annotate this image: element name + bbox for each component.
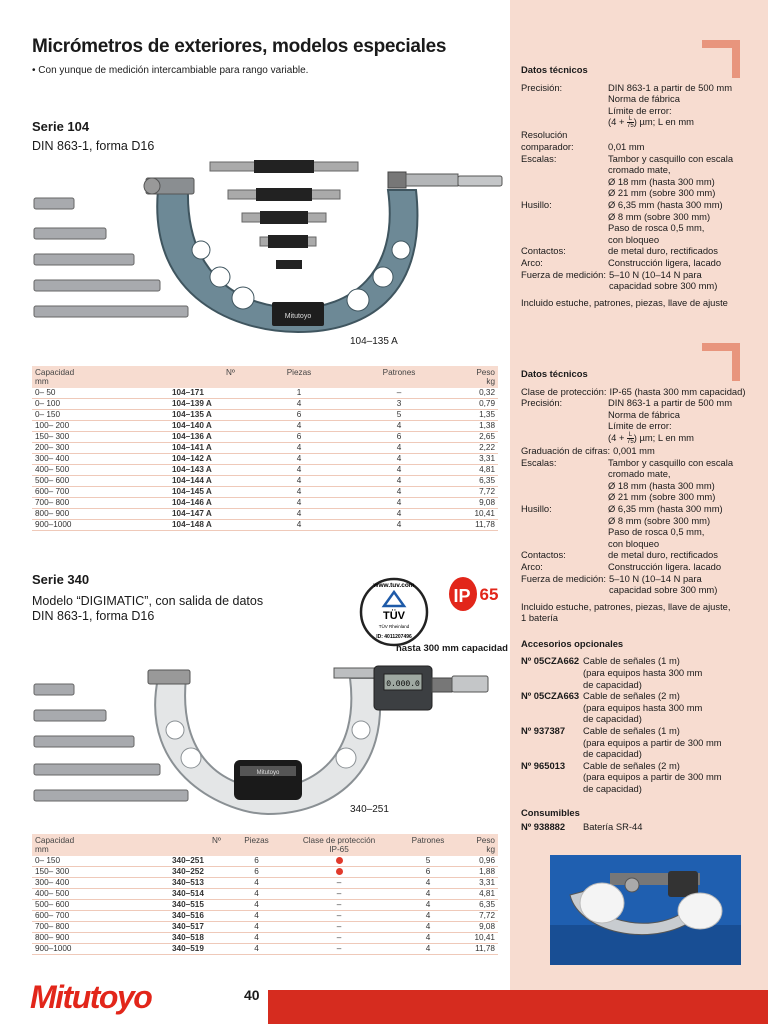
tech-included: Incluido estuche, patrones, piezas, llave de ajuste, 1 batería: [521, 600, 731, 624]
capacity-cell: 100– 200: [32, 421, 104, 432]
weight-cell: 0,96: [467, 856, 498, 867]
tech-key: Escalas:: [521, 152, 557, 164]
tech-key: Fuerza de medición:: [521, 572, 606, 584]
weight-cell: 7,72: [454, 487, 498, 498]
pieces-cell: 4: [254, 421, 344, 432]
tech-heading: Datos técnicos: [521, 368, 588, 379]
capacity-cell: 150– 300: [32, 867, 104, 878]
tech-key: Precisión:: [521, 397, 563, 409]
standards-cell: 4: [344, 509, 454, 520]
tuv-certification-badge: [358, 572, 430, 654]
table-row: [32, 498, 498, 509]
table-row: [32, 421, 498, 432]
tech-data-340: [521, 368, 761, 833]
consumable-row: [521, 821, 761, 833]
pieces-cell: 6: [224, 856, 289, 867]
capacity-cell: 0– 100: [32, 399, 104, 410]
standards-cell: 4: [389, 922, 467, 933]
standards-cell: 4: [389, 889, 467, 900]
tech-heading: Datos técnicos: [521, 64, 588, 75]
tech-value: DIN 863-1 a partir de 500 mm Norma de fábrica Límite de error: (4 + $\frac{L}{75}$ ) µm; L en mm: [608, 397, 733, 445]
weight-cell: 3,31: [467, 878, 498, 889]
tech-row: [521, 445, 761, 457]
tech-row: [521, 82, 761, 130]
serie-340-desc: [32, 594, 263, 624]
number-cell: 340–517: [104, 922, 224, 933]
pieces-cell: 4: [224, 878, 289, 889]
col-weight: Peso kg: [467, 834, 498, 856]
accessory-code: Nº 937387: [521, 725, 566, 737]
weight-cell: 3,31: [454, 454, 498, 465]
table-row: [32, 432, 498, 443]
ip65-dot-icon: [336, 868, 343, 875]
tech-row: [521, 457, 761, 503]
page-number: 40: [244, 987, 260, 1003]
table-row: [32, 465, 498, 476]
pieces-cell: 4: [254, 509, 344, 520]
tech-row: [521, 153, 761, 199]
accessory-code: Nº 05CZA663: [521, 690, 580, 702]
weight-cell: 10,41: [467, 933, 498, 944]
standards-cell: 4: [389, 933, 467, 944]
capacity-cell: 0– 150: [32, 410, 104, 421]
digital-readout: 0.000.0: [386, 680, 420, 689]
weight-cell: 10,41: [454, 509, 498, 520]
number-cell: 104–135 A: [104, 410, 254, 421]
weight-cell: 0,32: [454, 388, 498, 399]
consumables-heading: Consumibles: [521, 806, 580, 818]
tech-row: [521, 129, 761, 152]
page-subtitle: • Con yunque de medición intercambiable para rango variable.: [32, 65, 309, 76]
standards-cell: 4: [344, 465, 454, 476]
col-pieces: Piezas: [254, 366, 344, 388]
weight-cell: 0,79: [454, 399, 498, 410]
table-row: [32, 900, 498, 911]
col-number: Nº: [104, 834, 224, 856]
accessory-row: [521, 725, 761, 760]
table-row: [32, 487, 498, 498]
consumable-code: Nº 938882: [521, 821, 566, 833]
accessory-text: Cable de señales (1 m) (para equipos hasta 300 mm de capacidad): [583, 655, 703, 690]
standards-cell: 4: [344, 520, 454, 531]
accessory-text: Cable de señales (2 m) (para equipos hasta 300 mm de capacidad): [583, 690, 703, 725]
serie-104-table: [32, 366, 498, 531]
serie-340-desc-line: DIN 863-1, forma D16: [32, 609, 155, 623]
table-header-row: [32, 366, 498, 388]
col-standards: Patrones: [344, 366, 454, 388]
weight-cell: 4,81: [454, 465, 498, 476]
number-cell: 104–147 A: [104, 509, 254, 520]
table-row: [32, 520, 498, 531]
col-number: Nº: [104, 366, 254, 388]
tech-key: Fuerza de medición:: [521, 268, 606, 280]
tech-key: Precisión:: [521, 81, 563, 93]
accessory-code: Nº 965013: [521, 759, 566, 771]
tech-key: Contactos:: [521, 549, 566, 561]
tech-data-104: [521, 64, 761, 308]
pieces-cell: 4: [224, 933, 289, 944]
footer-bar: [268, 990, 768, 1024]
number-cell: 104–142 A: [104, 454, 254, 465]
ip-number: 65: [479, 585, 499, 604]
standards-cell: 4: [344, 476, 454, 487]
tech-value: Tambor y casquillo con escala cromado mate, Ø 18 mm (hasta 300 mm) Ø 21 mm (sobre 300 mm): [608, 152, 734, 199]
table-row: [32, 911, 498, 922]
pieces-cell: 4: [224, 889, 289, 900]
table-row: [32, 889, 498, 900]
page-title: Micrómetros de exteriores, modelos especiales: [32, 36, 447, 57]
table-row: [32, 944, 498, 955]
protection-cell: –: [289, 889, 389, 900]
weight-cell: 2,22: [454, 443, 498, 454]
number-cell: 340–515: [104, 900, 224, 911]
standards-cell: 4: [344, 487, 454, 498]
tech-key: Escalas:: [521, 456, 557, 468]
col-capacity: Capacidad mm: [32, 366, 104, 388]
serie-340-capacity-note: hasta 300 mm capacidad: [396, 643, 508, 654]
pieces-cell: 4: [224, 922, 289, 933]
col-standards: Patrones: [389, 834, 467, 856]
pieces-cell: 4: [224, 900, 289, 911]
table-row: [32, 878, 498, 889]
table-row: [32, 867, 498, 878]
pieces-cell: 4: [254, 498, 344, 509]
mitutoyo-logo: Mitutoyo: [30, 979, 152, 1015]
tech-value: 0,001 mm: [613, 444, 655, 456]
tech-value: 5–10 N (10–14 N para capacidad sobre 300 mm): [608, 268, 718, 292]
table-row: [32, 388, 498, 399]
tech-key: Resolución comparador:: [521, 129, 574, 152]
tech-value: de metal duro, rectificados: [608, 245, 718, 257]
tech-key: Graduación de cifras:: [521, 444, 611, 456]
tech-included: Incluido estuche, patrones, piezas, llave de ajuste: [521, 296, 728, 308]
tech-row: [521, 573, 761, 596]
protection-cell: –: [289, 922, 389, 933]
capacity-cell: 200– 300: [32, 443, 104, 454]
number-cell: 340–519: [104, 944, 224, 955]
pieces-cell: 4: [254, 476, 344, 487]
usage-photo: [550, 855, 741, 965]
tech-key: Contactos:: [521, 245, 566, 257]
tech-row: [521, 386, 761, 398]
number-cell: 104–144 A: [104, 476, 254, 487]
number-cell: 340–513: [104, 878, 224, 889]
accessory-text: Cable de señales (1 m) (para equipos a partir de 300 mm de capacidad): [583, 725, 722, 760]
standards-cell: 5: [389, 856, 467, 867]
standards-cell: 6: [344, 432, 454, 443]
pieces-cell: 4: [254, 454, 344, 465]
table-row: [32, 476, 498, 487]
standards-cell: 4: [344, 454, 454, 465]
micrometer-340-illustration: [28, 656, 508, 824]
pieces-cell: 4: [254, 399, 344, 410]
protection-cell: –: [289, 933, 389, 944]
tech-row: [521, 561, 761, 573]
standards-cell: 4: [344, 421, 454, 432]
micrometer-104-illustration: [28, 150, 508, 350]
ip65-badge: [447, 574, 503, 618]
capacity-cell: 400– 500: [32, 889, 104, 900]
col-capacity: Capacidad mm: [32, 834, 104, 856]
number-cell: 340–518: [104, 933, 224, 944]
pieces-cell: 1: [254, 388, 344, 399]
accessory-row: [521, 655, 761, 690]
serie-340-caption: 340–251: [350, 804, 389, 815]
accessory-code: Nº 05CZA662: [521, 655, 580, 667]
pieces-cell: 4: [224, 944, 289, 955]
ip65-dot-icon: [336, 857, 343, 864]
tech-value: Construcción ligera, lacado: [608, 256, 722, 268]
number-cell: 104–171: [104, 388, 254, 399]
tech-value: Ø 6,35 mm (hasta 300 mm) Ø 8 mm (sobre 300 mm) Paso de rosca 0,5 mm, con bloqueo: [608, 502, 723, 549]
tech-row: [521, 503, 761, 549]
standards-cell: 4: [389, 900, 467, 911]
capacity-cell: 700– 800: [32, 498, 104, 509]
capacity-cell: 600– 700: [32, 911, 104, 922]
standards-cell: –: [344, 388, 454, 399]
weight-cell: 9,08: [454, 498, 498, 509]
tech-key: Arco:: [521, 560, 543, 572]
weight-cell: 2,65: [454, 432, 498, 443]
table-row: [32, 509, 498, 520]
weight-cell: 11,78: [467, 944, 498, 955]
pieces-cell: 4: [254, 487, 344, 498]
serie-340-heading: Serie 340: [32, 572, 90, 587]
table-row: [32, 454, 498, 465]
serie-104-desc-line: DIN 863-1, forma D16: [32, 139, 155, 153]
standards-cell: 3: [344, 399, 454, 410]
pieces-cell: 6: [254, 432, 344, 443]
pieces-cell: 4: [254, 465, 344, 476]
tuv-url: www.tuv.com: [373, 582, 415, 589]
protection-cell: –: [289, 878, 389, 889]
table-row: [32, 922, 498, 933]
frame-brand-label: Mitutoyo: [284, 313, 312, 320]
col-pieces: Piezas: [224, 834, 289, 856]
number-cell: 104–148 A: [104, 520, 254, 531]
weight-cell: 1,35: [454, 410, 498, 421]
col-protection: Clase de protección IP-65: [289, 834, 389, 856]
number-cell: 340–251: [104, 856, 224, 867]
weight-cell: 11,78: [454, 520, 498, 531]
protection-cell: [289, 867, 389, 878]
accessory-text: Cable de señales (2 m) (para equipos a partir de 300 mm de capacidad): [583, 759, 722, 795]
weight-cell: 6,35: [454, 476, 498, 487]
protection-cell: –: [289, 911, 389, 922]
weight-cell: 9,08: [467, 922, 498, 933]
fraction-l-75: $\frac{L}{75}$: [627, 431, 634, 445]
weight-cell: 4,81: [467, 889, 498, 900]
capacity-cell: 800– 900: [32, 509, 104, 520]
capacity-cell: 700– 800: [32, 922, 104, 933]
standards-cell: 4: [389, 911, 467, 922]
ip-label: IP: [453, 586, 471, 606]
pieces-cell: 6: [254, 410, 344, 421]
pieces-cell: 4: [224, 911, 289, 922]
pieces-cell: 4: [254, 520, 344, 531]
capacity-cell: 500– 600: [32, 900, 104, 911]
standards-cell: 4: [344, 443, 454, 454]
tech-value: 0,01 mm: [608, 140, 645, 152]
number-cell: 104–141 A: [104, 443, 254, 454]
tech-value: Tambor y casquillo con escala cromado mate, Ø 18 mm (hasta 300 mm) Ø 21 mm (sobre 300 mm): [608, 456, 734, 503]
accessories-heading: Accesorios opcionales: [521, 637, 624, 649]
tuv-name: TÜV: [383, 610, 405, 622]
tuv-id: ID: 4011207496: [376, 634, 412, 640]
capacity-cell: 150– 300: [32, 432, 104, 443]
tech-key: Husillo:: [521, 198, 552, 210]
tech-value: DIN 863-1 a partir de 500 mm Norma de fábrica Límite de error: (4 + $\frac{L}{75}$ ) µm; L en mm: [608, 81, 733, 130]
number-cell: 104–145 A: [104, 487, 254, 498]
table-row: [32, 443, 498, 454]
weight-cell: 6,35: [467, 900, 498, 911]
capacity-cell: 800– 900: [32, 933, 104, 944]
tech-value: Construcción ligera. lacado: [608, 560, 722, 572]
table-row: [32, 399, 498, 410]
tech-key: Arco:: [521, 256, 543, 268]
tech-value: 5–10 N (10–14 N para capacidad sobre 300 mm): [608, 572, 718, 596]
weight-cell: 1,88: [467, 867, 498, 878]
accessory-row: [521, 760, 761, 795]
serie-104-heading: Serie 104: [32, 119, 90, 134]
tuv-sub: TÜV Rheinland: [378, 624, 410, 629]
table-row: [32, 933, 498, 944]
tech-value: Ø 6,35 mm (hasta 300 mm) Ø 8 mm (sobre 300 mm) Paso de rosca 0,5 mm, con bloqueo: [608, 198, 723, 245]
accessory-row: [521, 690, 761, 725]
capacity-cell: 600– 700: [32, 487, 104, 498]
digimatic-frame: [148, 666, 488, 814]
table-row: [32, 410, 498, 421]
standards-cell: 5: [344, 410, 454, 421]
capacity-cell: 300– 400: [32, 454, 104, 465]
tech-row: [521, 397, 761, 445]
pieces-cell: 6: [224, 867, 289, 878]
tech-row: [521, 245, 761, 257]
protection-cell: –: [289, 944, 389, 955]
standards-cell: 4: [389, 944, 467, 955]
standards-cell: 4: [389, 878, 467, 889]
capacity-cell: 0– 50: [32, 388, 104, 399]
tech-value: IP-65 (hasta 300 mm capacidad): [609, 385, 746, 397]
consumable-text: Batería SR-44: [583, 821, 643, 833]
fraction-l-75: $\frac{L}{75}$: [627, 116, 634, 130]
number-cell: 104–140 A: [104, 421, 254, 432]
tech-value: de metal duro, rectificados: [608, 549, 718, 561]
tech-key: Husillo:: [521, 502, 552, 514]
capacity-cell: 0– 150: [32, 856, 104, 867]
protection-cell: –: [289, 900, 389, 911]
number-cell: 104–136 A: [104, 432, 254, 443]
protection-cell: [289, 856, 389, 867]
number-cell: 104–139 A: [104, 399, 254, 410]
capacity-cell: 500– 600: [32, 476, 104, 487]
number-cell: 340–252: [104, 867, 224, 878]
number-cell: 340–514: [104, 889, 224, 900]
serie-340-desc-line: Modelo “DIGIMATIC”, con salida de datos: [32, 594, 264, 608]
capacity-cell: 900–1000: [32, 944, 104, 955]
number-cell: 340–516: [104, 911, 224, 922]
weight-cell: 7,72: [467, 911, 498, 922]
tech-row: [521, 199, 761, 245]
capacity-cell: 900–1000: [32, 520, 104, 531]
col-weight: Peso kg: [454, 366, 498, 388]
weight-cell: 1,38: [454, 421, 498, 432]
number-cell: 104–146 A: [104, 498, 254, 509]
tech-key: Clase de protección:: [521, 385, 607, 397]
capacity-cell: 300– 400: [32, 878, 104, 889]
tech-row: [521, 257, 761, 269]
serie-104-caption: 104–135 A: [350, 336, 398, 347]
frame-brand-label: Mitutoyo: [256, 770, 280, 776]
table-row: [32, 856, 498, 867]
table-header-row: [32, 834, 498, 856]
number-cell: 104–143 A: [104, 465, 254, 476]
serie-340-table: [32, 834, 498, 955]
standards-cell: 4: [344, 498, 454, 509]
setting-standards: [210, 160, 358, 269]
standards-cell: 6: [389, 867, 467, 878]
pieces-cell: 4: [254, 443, 344, 454]
tech-row: [521, 549, 761, 561]
tech-row: [521, 269, 761, 292]
capacity-cell: 400– 500: [32, 465, 104, 476]
